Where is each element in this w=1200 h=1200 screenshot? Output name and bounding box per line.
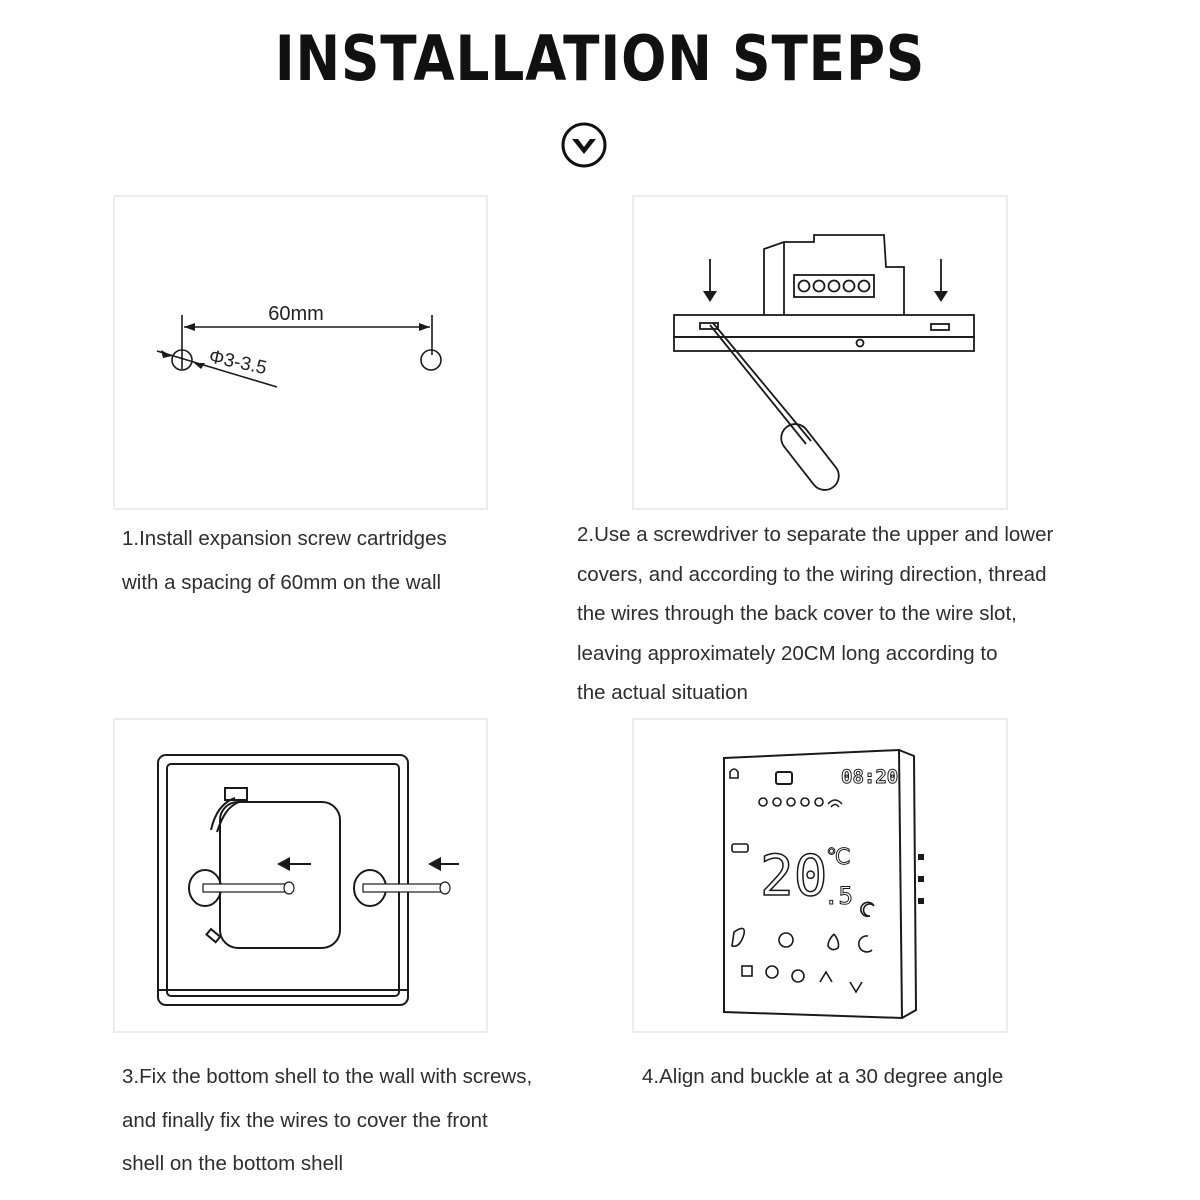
thermostat-front-diagram [634, 720, 1010, 1035]
bluetooth-icon [815, 798, 823, 806]
step-3-caption [122, 1055, 532, 1186]
arrow-left-icon [428, 857, 441, 871]
arrow-down-icon [934, 291, 948, 302]
caption-line: covers, and according to the wiring direction, thread [577, 562, 1047, 586]
terminal-screw [859, 281, 870, 292]
arrow-left-icon [184, 323, 195, 331]
terminal-screw [829, 281, 840, 292]
caption-line: and finally fix the wires to cover the front [122, 1108, 488, 1132]
arrow-left-icon [277, 857, 290, 871]
settings-icon [766, 966, 778, 978]
caption-line: shell on the bottom shell [122, 1152, 344, 1175]
step-4-caption [642, 1057, 1003, 1097]
clock-mode-icon [779, 933, 793, 947]
step-1-caption [122, 517, 447, 605]
page-title: INSTALLATION STEPS [274, 22, 926, 95]
sun-icon [773, 798, 781, 806]
arrow-right-icon [419, 323, 430, 331]
caption-line: 3.Fix the bottom shell to the wall with screws, [122, 1065, 533, 1088]
caption-line: the wires through the back cover to the wire slot, [577, 602, 1017, 625]
temperature-display: 20 [760, 844, 828, 909]
sensor-label-icon [732, 844, 748, 852]
caption-line: 1.Install expansion screw cartridges [122, 527, 447, 550]
snowflake-icon [759, 798, 767, 806]
terminal-screw [844, 281, 855, 292]
wifi-icon [828, 800, 842, 807]
fan-icon [801, 798, 809, 806]
moon-icon [861, 902, 874, 916]
step-4-diagram-panel [632, 718, 1008, 1033]
terminal-screw [814, 281, 825, 292]
leaf-icon [732, 928, 744, 946]
caption-line: leaving approximately 20CM long according to [577, 641, 998, 665]
lock-icon [730, 769, 738, 778]
eco-moon-icon [859, 936, 872, 952]
mounting-holes-diagram [115, 197, 490, 512]
caption-line: with a spacing of 60mm on the wall [122, 571, 442, 594]
cover-separation-diagram [634, 197, 1010, 512]
step-2-caption [577, 515, 1053, 713]
hole-diameter-label: Φ3-3.5 [206, 346, 269, 380]
temperature-unit: ℃ [826, 845, 851, 870]
power-icon [792, 970, 804, 982]
caption-line: 2.Use a screwdriver to separate the upper and lower [577, 523, 1054, 546]
spacing-label: 60mm [268, 303, 324, 325]
clock-display: 08:20 [841, 766, 899, 788]
step-2-diagram-panel [632, 195, 1008, 510]
arrow-up-icon [820, 972, 832, 982]
arrow-down-icon [850, 982, 862, 992]
heat-icon [787, 798, 795, 806]
menu-icon [742, 966, 752, 976]
caption-line: the actual situation [577, 681, 748, 704]
step-3-diagram-panel [113, 718, 488, 1033]
flame-icon [828, 934, 839, 950]
bottom-shell-diagram [115, 720, 490, 1035]
step-1-diagram-panel [113, 195, 488, 510]
arrow-down-icon [703, 291, 717, 302]
temperature-decimal: .5 [824, 882, 853, 910]
caption-line: 4.Align and buckle at a 30 degree angle [642, 1065, 1004, 1088]
terminal-screw [799, 281, 810, 292]
chevron-down-circle-icon [560, 121, 608, 169]
